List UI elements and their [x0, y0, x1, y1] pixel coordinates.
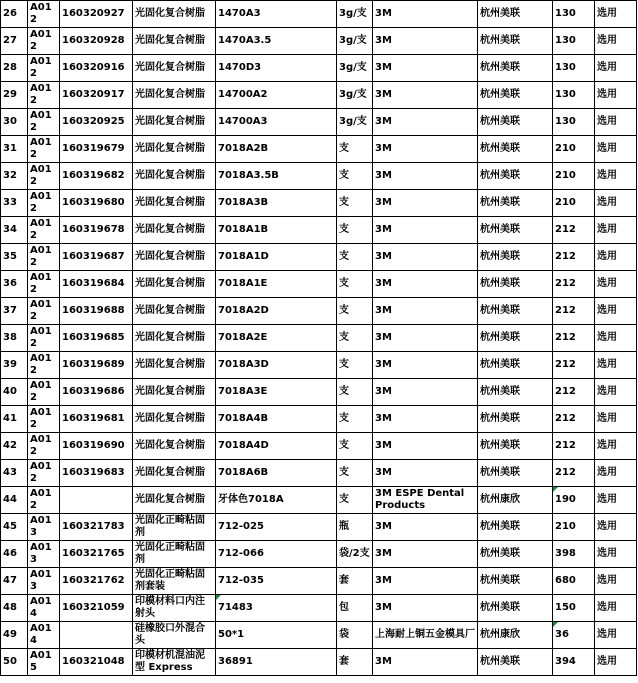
specification-cell[interactable]: 1470D3: [216, 55, 337, 82]
item-code-cell[interactable]: 160320925: [60, 109, 133, 136]
table-row: [1, 55, 637, 82]
price-cell[interactable]: 130: [553, 82, 595, 109]
selection-type-cell[interactable]: 选用: [595, 595, 637, 622]
item-code-cell[interactable]: [60, 487, 133, 514]
manufacturer-cell[interactable]: 3M ESPE Dental Products: [373, 487, 478, 514]
unit-cell[interactable]: 套: [337, 649, 373, 676]
specification-cell[interactable]: 7018A3B: [216, 190, 337, 217]
price-cell[interactable]: 130: [553, 55, 595, 82]
price-cell[interactable]: 680: [553, 568, 595, 595]
manufacturer-cell[interactable]: 3M: [373, 271, 478, 298]
selection-type-cell[interactable]: 选用: [595, 514, 637, 541]
manufacturer-cell[interactable]: 3M: [373, 595, 478, 622]
price-cell[interactable]: 212: [553, 298, 595, 325]
supplier-cell[interactable]: 杭州美联: [478, 568, 553, 595]
product-name-cell[interactable]: 印模材机混油泥型 Express: [133, 649, 216, 676]
manufacturer-cell[interactable]: 3M: [373, 460, 478, 487]
product-name-cell[interactable]: 光固化复合树脂: [133, 190, 216, 217]
selection-type-cell[interactable]: 选用: [595, 244, 637, 271]
price-cell[interactable]: 394: [553, 649, 595, 676]
price-cell[interactable]: 398: [553, 541, 595, 568]
row-number-cell[interactable]: 32: [1, 163, 28, 190]
unit-cell[interactable]: 支: [337, 136, 373, 163]
product-name-cell[interactable]: 印模材料口内注射头: [133, 595, 216, 622]
category-code-cell[interactable]: A012: [28, 244, 60, 271]
price-cell[interactable]: 130: [553, 1, 595, 28]
manufacturer-cell[interactable]: 3M: [373, 298, 478, 325]
row-number-cell[interactable]: 26: [1, 1, 28, 28]
supplier-cell[interactable]: 杭州美联: [478, 217, 553, 244]
selection-type-cell[interactable]: 选用: [595, 649, 637, 676]
row-number-cell[interactable]: 43: [1, 460, 28, 487]
manufacturer-cell[interactable]: 3M: [373, 82, 478, 109]
manufacturer-cell[interactable]: 3M: [373, 325, 478, 352]
selection-type-cell[interactable]: 选用: [595, 568, 637, 595]
unit-cell[interactable]: 支: [337, 298, 373, 325]
unit-cell[interactable]: 3g/支: [337, 109, 373, 136]
product-name-cell[interactable]: 光固化复合树脂: [133, 487, 216, 514]
table-row: [1, 460, 637, 487]
unit-cell[interactable]: 袋/2支: [337, 541, 373, 568]
unit-cell[interactable]: 3g/支: [337, 82, 373, 109]
manufacturer-cell[interactable]: 3M: [373, 1, 478, 28]
specification-cell[interactable]: 7018A2B: [216, 136, 337, 163]
table-row: [1, 163, 637, 190]
unit-cell[interactable]: 3g/支: [337, 55, 373, 82]
item-code-cell[interactable]: 160321048: [60, 649, 133, 676]
manufacturer-cell[interactable]: 3M: [373, 514, 478, 541]
selection-type-cell[interactable]: 选用: [595, 460, 637, 487]
row-number-cell[interactable]: 31: [1, 136, 28, 163]
table-row: [1, 244, 637, 271]
supplier-cell[interactable]: 杭州美联: [478, 433, 553, 460]
item-code-cell[interactable]: [60, 622, 133, 649]
supplier-cell[interactable]: 杭州美联: [478, 379, 553, 406]
row-number-cell[interactable]: 46: [1, 541, 28, 568]
category-code-cell[interactable]: A013: [28, 514, 60, 541]
product-name-cell[interactable]: 光固化复合树脂: [133, 109, 216, 136]
category-code-cell[interactable]: A012: [28, 217, 60, 244]
table-row: [1, 406, 637, 433]
item-code-cell[interactable]: 160319689: [60, 352, 133, 379]
product-name-cell[interactable]: 光固化复合树脂: [133, 163, 216, 190]
specification-cell[interactable]: 7018A1E: [216, 271, 337, 298]
table-row: [1, 352, 637, 379]
unit-cell[interactable]: 支: [337, 379, 373, 406]
row-number-cell[interactable]: 40: [1, 379, 28, 406]
specification-cell[interactable]: 712-066: [216, 541, 337, 568]
selection-type-cell[interactable]: 选用: [595, 217, 637, 244]
table-row: [1, 1, 637, 28]
row-number-cell[interactable]: 44: [1, 487, 28, 514]
manufacturer-cell[interactable]: 3M: [373, 541, 478, 568]
specification-cell[interactable]: 7018A3E: [216, 379, 337, 406]
row-number-cell[interactable]: 35: [1, 244, 28, 271]
supplier-cell[interactable]: 杭州美联: [478, 163, 553, 190]
category-code-cell[interactable]: A012: [28, 1, 60, 28]
specification-cell[interactable]: 7018A4D: [216, 433, 337, 460]
specification-cell[interactable]: 1470A3.5: [216, 28, 337, 55]
price-cell[interactable]: 150: [553, 595, 595, 622]
manufacturer-cell[interactable]: 3M: [373, 217, 478, 244]
item-code-cell[interactable]: 160319688: [60, 298, 133, 325]
supplier-cell[interactable]: 杭州康欣: [478, 622, 553, 649]
product-name-cell[interactable]: 光固化复合树脂: [133, 433, 216, 460]
supplier-cell[interactable]: 杭州美联: [478, 28, 553, 55]
selection-type-cell[interactable]: 选用: [595, 190, 637, 217]
selection-type-cell[interactable]: 选用: [595, 271, 637, 298]
row-number-cell[interactable]: 39: [1, 352, 28, 379]
specification-cell[interactable]: 牙体色7018A: [216, 487, 337, 514]
table-row: [1, 325, 637, 352]
row-number-cell[interactable]: 45: [1, 514, 28, 541]
supplier-cell[interactable]: 杭州美联: [478, 1, 553, 28]
unit-cell[interactable]: 支: [337, 190, 373, 217]
unit-cell[interactable]: 瓶: [337, 514, 373, 541]
item-code-cell[interactable]: 160321765: [60, 541, 133, 568]
category-code-cell[interactable]: A012: [28, 28, 60, 55]
category-code-cell[interactable]: A013: [28, 541, 60, 568]
supplier-cell[interactable]: 杭州美联: [478, 190, 553, 217]
item-code-cell[interactable]: 160319679: [60, 136, 133, 163]
table-row: [1, 28, 637, 55]
table-row: [1, 649, 637, 676]
supplier-cell[interactable]: 杭州美联: [478, 460, 553, 487]
price-cell[interactable]: 212: [553, 244, 595, 271]
item-code-cell[interactable]: 160319678: [60, 217, 133, 244]
item-code-cell[interactable]: 160319685: [60, 325, 133, 352]
item-code-cell[interactable]: 160319681: [60, 406, 133, 433]
supplier-cell[interactable]: 杭州美联: [478, 244, 553, 271]
category-code-cell[interactable]: A014: [28, 622, 60, 649]
supplier-cell[interactable]: 杭州美联: [478, 298, 553, 325]
product-name-cell[interactable]: 光固化复合树脂: [133, 55, 216, 82]
selection-type-cell[interactable]: 选用: [595, 352, 637, 379]
unit-cell[interactable]: 套: [337, 568, 373, 595]
selection-type-cell[interactable]: 选用: [595, 82, 637, 109]
supplier-cell[interactable]: 杭州美联: [478, 352, 553, 379]
category-code-cell[interactable]: A012: [28, 190, 60, 217]
row-number-cell[interactable]: 27: [1, 28, 28, 55]
item-code-cell[interactable]: 160320916: [60, 55, 133, 82]
specification-cell[interactable]: 7018A2D: [216, 298, 337, 325]
unit-cell[interactable]: 支: [337, 244, 373, 271]
category-code-cell[interactable]: A012: [28, 379, 60, 406]
product-name-cell[interactable]: 光固化正畸粘固剂: [133, 541, 216, 568]
table-row: [1, 82, 637, 109]
table-row: [1, 433, 637, 460]
product-name-cell[interactable]: 光固化复合树脂: [133, 271, 216, 298]
table-row: [1, 298, 637, 325]
specification-cell[interactable]: 7018A3.5B: [216, 163, 337, 190]
unit-cell[interactable]: 支: [337, 406, 373, 433]
selection-type-cell[interactable]: 选用: [595, 487, 637, 514]
category-code-cell[interactable]: A012: [28, 433, 60, 460]
supplier-cell[interactable]: 杭州美联: [478, 541, 553, 568]
selection-type-cell[interactable]: 选用: [595, 325, 637, 352]
item-code-cell[interactable]: 160319687: [60, 244, 133, 271]
product-name-cell[interactable]: 硅橡胶口外混合头: [133, 622, 216, 649]
category-code-cell[interactable]: A012: [28, 109, 60, 136]
supplier-cell[interactable]: 杭州美联: [478, 406, 553, 433]
category-code-cell[interactable]: A015: [28, 649, 60, 676]
specification-cell[interactable]: 7018A3D: [216, 352, 337, 379]
manufacturer-cell[interactable]: 上海耐上铜五金模具厂: [373, 622, 478, 649]
table-row: [1, 379, 637, 406]
item-code-cell[interactable]: 160319684: [60, 271, 133, 298]
manufacturer-cell[interactable]: 3M: [373, 244, 478, 271]
price-cell[interactable]: 212: [553, 379, 595, 406]
supplier-cell[interactable]: 杭州美联: [478, 514, 553, 541]
price-cell[interactable]: 210: [553, 190, 595, 217]
unit-cell[interactable]: 支: [337, 460, 373, 487]
supplier-cell[interactable]: 杭州美联: [478, 649, 553, 676]
manufacturer-cell[interactable]: 3M: [373, 136, 478, 163]
row-number-cell[interactable]: 38: [1, 325, 28, 352]
table-row: [1, 109, 637, 136]
category-code-cell[interactable]: A012: [28, 271, 60, 298]
supplier-cell[interactable]: 杭州美联: [478, 109, 553, 136]
specification-cell[interactable]: 7018A4B: [216, 406, 337, 433]
row-number-cell[interactable]: 29: [1, 82, 28, 109]
table-row: [1, 271, 637, 298]
table-body: [1, 1, 637, 676]
price-cell[interactable]: 210: [553, 163, 595, 190]
category-code-cell[interactable]: A012: [28, 352, 60, 379]
manufacturer-cell[interactable]: 3M: [373, 406, 478, 433]
specification-cell[interactable]: 7018A6B: [216, 460, 337, 487]
table-row: [1, 136, 637, 163]
manufacturer-cell[interactable]: 3M: [373, 352, 478, 379]
product-name-cell[interactable]: 光固化复合树脂: [133, 82, 216, 109]
category-code-cell[interactable]: A012: [28, 163, 60, 190]
unit-cell[interactable]: 支: [337, 433, 373, 460]
supplier-cell[interactable]: 杭州美联: [478, 595, 553, 622]
row-number-cell[interactable]: 28: [1, 55, 28, 82]
specification-cell[interactable]: 712-035: [216, 568, 337, 595]
manufacturer-cell[interactable]: 3M: [373, 28, 478, 55]
price-cell[interactable]: 210: [553, 514, 595, 541]
product-name-cell[interactable]: 光固化复合树脂: [133, 325, 216, 352]
item-code-cell[interactable]: 160319680: [60, 190, 133, 217]
manufacturer-cell[interactable]: 3M: [373, 379, 478, 406]
product-name-cell[interactable]: 光固化复合树脂: [133, 1, 216, 28]
specification-cell[interactable]: 50*1: [216, 622, 337, 649]
product-name-cell[interactable]: 光固化复合树脂: [133, 28, 216, 55]
product-name-cell[interactable]: 光固化复合树脂: [133, 460, 216, 487]
category-code-cell[interactable]: A012: [28, 325, 60, 352]
price-cell[interactable]: 190: [553, 487, 595, 514]
manufacturer-cell[interactable]: 3M: [373, 109, 478, 136]
price-cell[interactable]: 212: [553, 217, 595, 244]
item-code-cell[interactable]: 160319683: [60, 460, 133, 487]
table-row: [1, 595, 637, 622]
selection-type-cell[interactable]: 选用: [595, 433, 637, 460]
supplier-cell[interactable]: 杭州康欣: [478, 487, 553, 514]
category-code-cell[interactable]: A012: [28, 487, 60, 514]
category-code-cell[interactable]: A013: [28, 568, 60, 595]
unit-cell[interactable]: 支: [337, 271, 373, 298]
price-cell[interactable]: 212: [553, 460, 595, 487]
manufacturer-cell[interactable]: 3M: [373, 163, 478, 190]
table-row: [1, 190, 637, 217]
table-row: [1, 487, 637, 514]
specification-cell[interactable]: 1470A3: [216, 1, 337, 28]
product-name-cell[interactable]: 光固化复合树脂: [133, 136, 216, 163]
specification-cell[interactable]: 7018A2E: [216, 325, 337, 352]
price-cell[interactable]: 130: [553, 28, 595, 55]
supplier-cell[interactable]: 杭州美联: [478, 271, 553, 298]
price-cell[interactable]: 212: [553, 271, 595, 298]
row-number-cell[interactable]: 36: [1, 271, 28, 298]
selection-type-cell[interactable]: 选用: [595, 136, 637, 163]
product-name-cell[interactable]: 光固化复合树脂: [133, 217, 216, 244]
selection-type-cell[interactable]: 选用: [595, 109, 637, 136]
item-code-cell[interactable]: 160321762: [60, 568, 133, 595]
item-code-cell[interactable]: 160320917: [60, 82, 133, 109]
unit-cell[interactable]: 支: [337, 352, 373, 379]
specification-cell[interactable]: 712-025: [216, 514, 337, 541]
selection-type-cell[interactable]: 选用: [595, 298, 637, 325]
item-code-cell[interactable]: 160321783: [60, 514, 133, 541]
selection-type-cell[interactable]: 选用: [595, 406, 637, 433]
unit-cell[interactable]: 袋: [337, 622, 373, 649]
supplier-cell[interactable]: 杭州美联: [478, 325, 553, 352]
selection-type-cell[interactable]: 选用: [595, 541, 637, 568]
price-cell[interactable]: 212: [553, 433, 595, 460]
unit-cell[interactable]: 包: [337, 595, 373, 622]
supplier-cell[interactable]: 杭州美联: [478, 136, 553, 163]
unit-cell[interactable]: 3g/支: [337, 28, 373, 55]
row-number-cell[interactable]: 34: [1, 217, 28, 244]
product-name-cell[interactable]: 光固化复合树脂: [133, 298, 216, 325]
category-code-cell[interactable]: A012: [28, 136, 60, 163]
item-code-cell[interactable]: 160321059: [60, 595, 133, 622]
price-cell[interactable]: 212: [553, 325, 595, 352]
manufacturer-cell[interactable]: 3M: [373, 568, 478, 595]
product-name-cell[interactable]: 光固化复合树脂: [133, 406, 216, 433]
table-row: [1, 568, 637, 595]
item-code-cell[interactable]: 160320927: [60, 1, 133, 28]
specification-cell[interactable]: 36891: [216, 649, 337, 676]
price-cell[interactable]: 210: [553, 136, 595, 163]
category-code-cell[interactable]: A012: [28, 460, 60, 487]
table-row: [1, 541, 637, 568]
table-row: [1, 622, 637, 649]
selection-type-cell[interactable]: 选用: [595, 1, 637, 28]
table-row: [1, 514, 637, 541]
specification-cell[interactable]: 7018A1B: [216, 217, 337, 244]
unit-cell[interactable]: 支: [337, 163, 373, 190]
row-number-cell[interactable]: 49: [1, 622, 28, 649]
selection-type-cell[interactable]: 选用: [595, 55, 637, 82]
manufacturer-cell[interactable]: 3M: [373, 649, 478, 676]
row-number-cell[interactable]: 47: [1, 568, 28, 595]
supplier-cell[interactable]: 杭州美联: [478, 55, 553, 82]
manufacturer-cell[interactable]: 3M: [373, 190, 478, 217]
unit-cell[interactable]: 支: [337, 487, 373, 514]
row-number-cell[interactable]: 48: [1, 595, 28, 622]
manufacturer-cell[interactable]: 3M: [373, 55, 478, 82]
specification-cell[interactable]: 14700A3: [216, 109, 337, 136]
row-number-cell[interactable]: 30: [1, 109, 28, 136]
specification-cell[interactable]: 14700A2: [216, 82, 337, 109]
item-code-cell[interactable]: 160319690: [60, 433, 133, 460]
price-cell[interactable]: 212: [553, 406, 595, 433]
row-number-cell[interactable]: 37: [1, 298, 28, 325]
item-code-cell[interactable]: 160319682: [60, 163, 133, 190]
product-name-cell[interactable]: 光固化复合树脂: [133, 379, 216, 406]
table-row: [1, 217, 637, 244]
row-number-cell[interactable]: 42: [1, 433, 28, 460]
category-code-cell[interactable]: A012: [28, 406, 60, 433]
specification-cell[interactable]: 7018A1D: [216, 244, 337, 271]
item-code-cell[interactable]: 160320928: [60, 28, 133, 55]
unit-cell[interactable]: 支: [337, 217, 373, 244]
selection-type-cell[interactable]: 选用: [595, 28, 637, 55]
category-code-cell[interactable]: A012: [28, 82, 60, 109]
category-code-cell[interactable]: A012: [28, 298, 60, 325]
product-name-cell[interactable]: 光固化复合树脂: [133, 244, 216, 271]
product-name-cell[interactable]: 光固化正畸粘固剂: [133, 514, 216, 541]
price-cell[interactable]: 212: [553, 352, 595, 379]
supplier-cell[interactable]: 杭州美联: [478, 82, 553, 109]
row-number-cell[interactable]: 50: [1, 649, 28, 676]
row-number-cell[interactable]: 41: [1, 406, 28, 433]
price-cell[interactable]: 36: [553, 622, 595, 649]
price-cell[interactable]: 130: [553, 109, 595, 136]
selection-type-cell[interactable]: 选用: [595, 622, 637, 649]
selection-type-cell[interactable]: 选用: [595, 379, 637, 406]
unit-cell[interactable]: 3g/支: [337, 1, 373, 28]
selection-type-cell[interactable]: 选用: [595, 163, 637, 190]
specification-cell[interactable]: 71483: [216, 595, 337, 622]
product-name-cell[interactable]: 光固化正畸粘固剂套装: [133, 568, 216, 595]
unit-cell[interactable]: 支: [337, 325, 373, 352]
row-number-cell[interactable]: 33: [1, 190, 28, 217]
product-name-cell[interactable]: 光固化复合树脂: [133, 352, 216, 379]
category-code-cell[interactable]: A014: [28, 595, 60, 622]
category-code-cell[interactable]: A012: [28, 55, 60, 82]
manufacturer-cell[interactable]: 3M: [373, 433, 478, 460]
item-code-cell[interactable]: 160319686: [60, 379, 133, 406]
